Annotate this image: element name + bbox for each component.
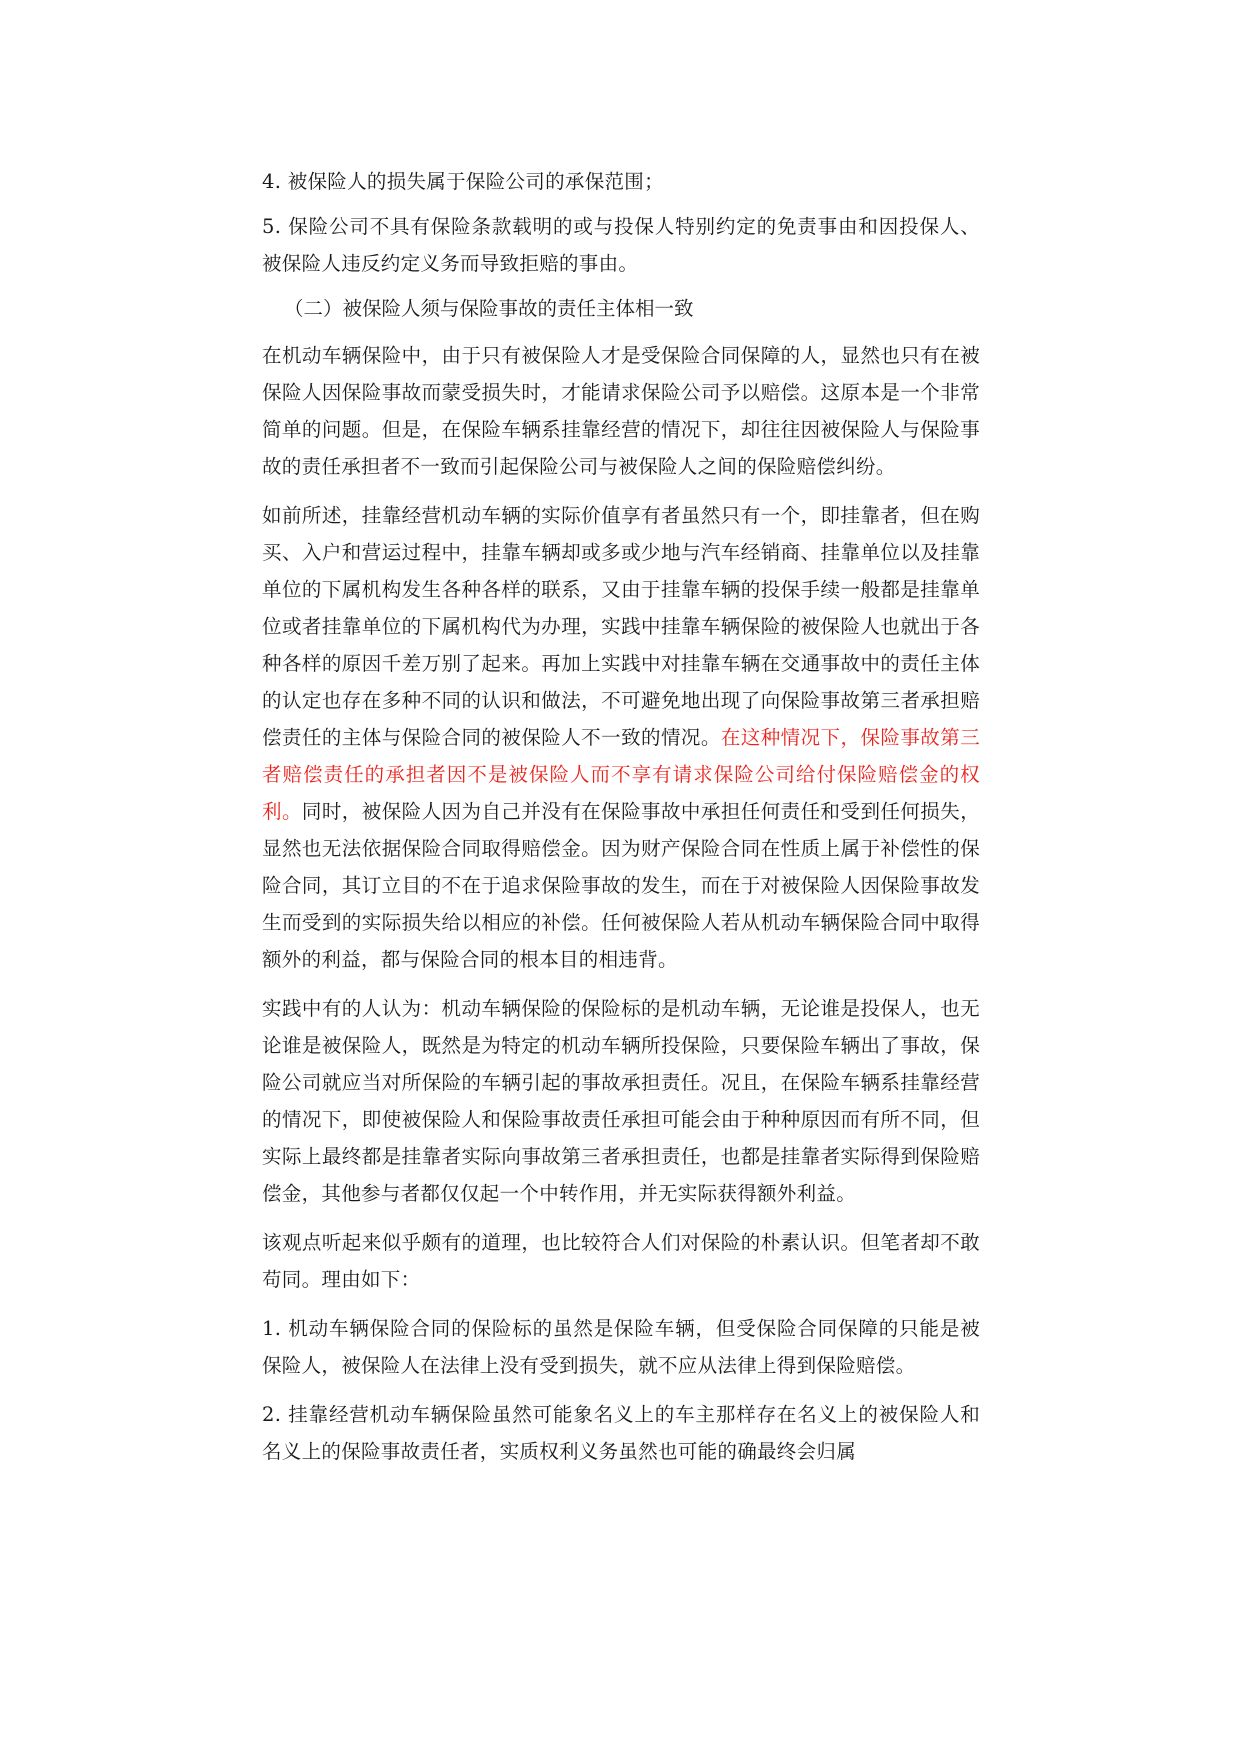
document-page: [262, 163, 980, 1482]
list-item-reason-2: 2. 挂靠经营机动车辆保险虽然可能象名义上的车主那样存在名义上的被保险人和名义上的保险事故责任者，实质权利义务虽然也可能的确最终会归属: [262, 1403, 980, 1463]
highlighted-sentence: 在这种情况下，保险事故第三者赔偿责任的承担者因不是被保险人而不享有请求保险公司给付保险赔偿金的权利。: [262, 726, 980, 823]
paragraph-analysis: [262, 497, 980, 978]
paragraph-intro: 在机动车辆保险中，由于只有被保险人才是受保险合同保障的人，显然也只有在被保险人因保险事故而蒙受损失时，才能请求保险公司予以赔偿。这原本是一个非常简单的问题。但是，在保险车辆系挂靠经营的情况下，却往往因被保险人与保险事故的责任承担者不一致而引起保险公司与被保险人之间的保险赔偿纠纷。: [262, 344, 980, 478]
paragraph-analysis-end: 同时，被保险人因为自己并没有在保险事故中承担任何责任和受到任何损失，显然也无法依据保险合同取得赔偿金。因为财产保险合同在性质上属于补偿性的保险合同，其订立目的不在于追求保险事故的发生，而在于对被保险人因保险事故发生而受到的实际损失给以相应的补偿。任何被保险人若从机动车辆保险合同中取得额外的利益，都与保险合同的根本目的相违背。: [262, 800, 980, 971]
list-item-reason-1: 1. 机动车辆保险合同的保险标的虽然是保险车辆，但受保险合同保障的只能是被保险人，被保险人在法律上没有受到损失，就不应从法律上得到保险赔偿。: [262, 1317, 980, 1377]
paragraph-opposing-view: 实践中有的人认为：机动车辆保险的保险标的是机动车辆，无论谁是投保人，也无论谁是被保险人，既然是为特定的机动车辆所投保险，只要保险车辆出了事故，保险公司就应当对所保险的车辆引起的事故承担责任。况且，在保险车辆系挂靠经营的情况下，即使被保险人和保险事故责任承担可能会由于种种原因而有所不同，但实际上最终都是挂靠者实际向事故第三者承担责任，也都是挂靠者实际得到保险赔偿金，其他参与者都仅仅起一个中转作用，并无实际获得额外利益。: [262, 997, 980, 1205]
list-item-5: 5. 保险公司不具有保险条款载明的或与投保人特别约定的免责事由和因投保人、被保险人违反约定义务而导致拒赔的事由。: [262, 215, 980, 275]
paragraph-analysis-start: 如前所述，挂靠经营机动车辆的实际价值享有者虽然只有一个，即挂靠者，但在购买、入户和营运过程中，挂靠车辆却或多或少地与汽车经销商、挂靠单位以及挂靠单位的下属机构发生各种各样的联系，又由于挂靠车辆的投保手续一般都是挂靠单位或者挂靠单位的下属机构代为办理，实践中挂靠车辆保险的被保险人也就出于各种各样的原因千差万别了起来。再加上实践中对挂靠车辆在交通事故中的责任主体的认定也存在多种不同的认识和做法，不可避免地出现了向保险事故第三者承担赔偿责任的主体与保险合同的被保险人不一致的情况。: [262, 504, 980, 749]
section-heading: （二）被保险人须与保险事故的责任主体相一致: [284, 297, 694, 320]
list-item-4: 4. 被保险人的损失属于保险公司的承保范围；: [262, 170, 664, 193]
paragraph-rebuttal-intro: 该观点听起来似乎颇有的道理，也比较符合人们对保险的朴素认识。但笔者却不敢苟同。理由如下：: [262, 1231, 980, 1291]
